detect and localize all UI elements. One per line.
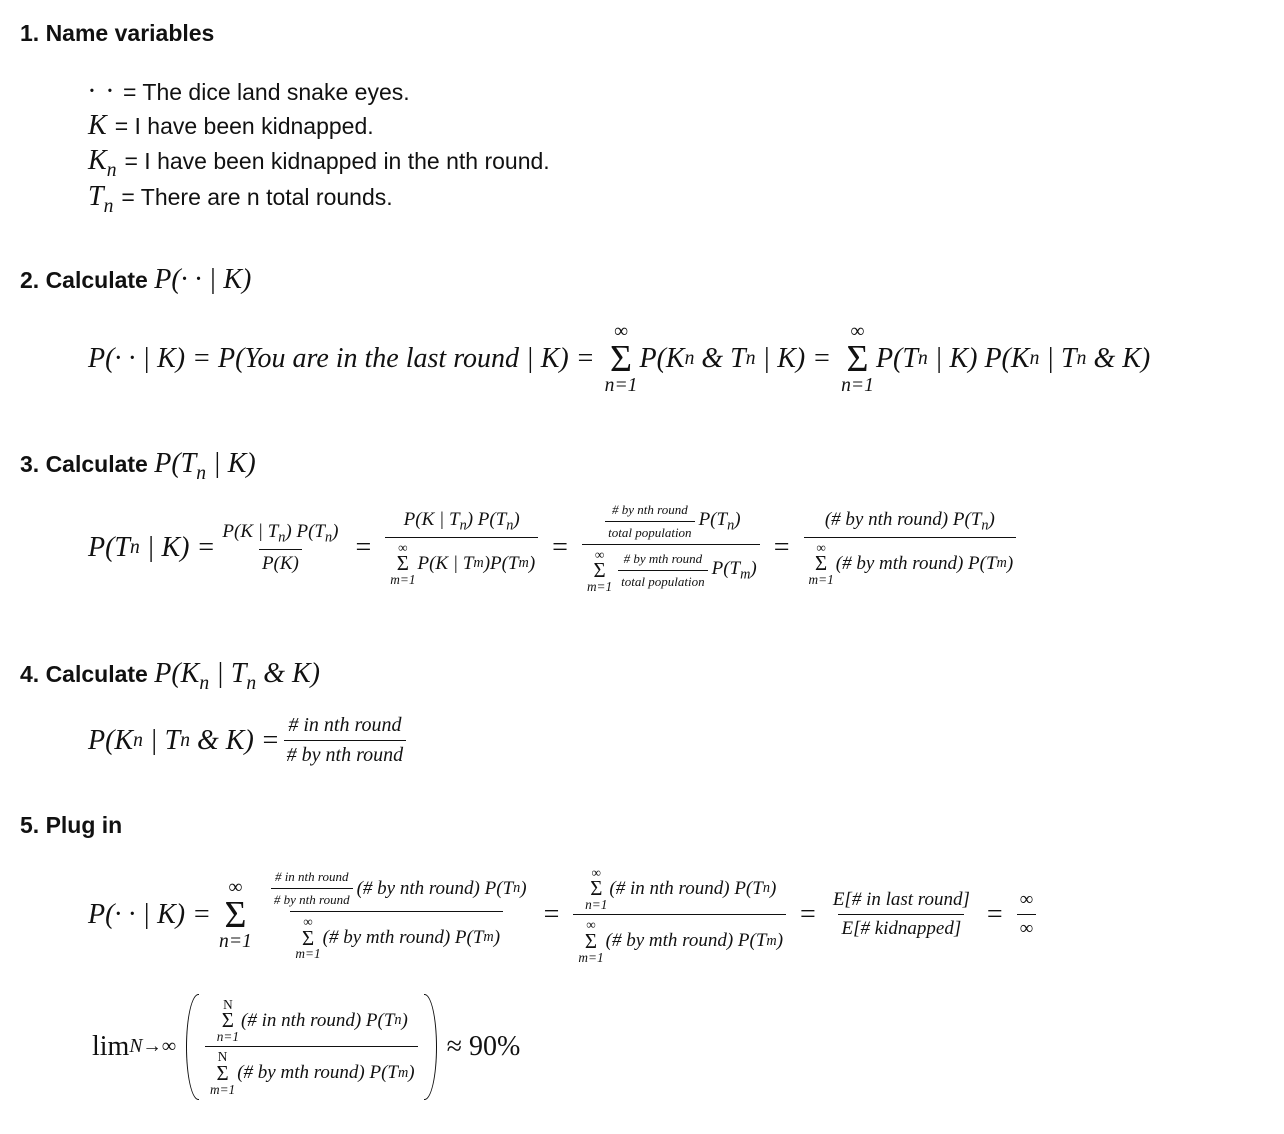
summation: ∞ Σ m=1 bbox=[586, 547, 613, 595]
summation: ∞ Σ m=1 bbox=[808, 540, 834, 588]
variable-snake-eyes bbox=[88, 76, 416, 108]
summation: ∞ Σ n=1 bbox=[604, 321, 638, 396]
section-5-heading: 5. Plug in bbox=[20, 812, 123, 838]
summation: ∞ Σ n=1 bbox=[585, 865, 608, 913]
variable-symbol: K bbox=[88, 110, 107, 141]
fraction: N Σ n=1 (# in nth round) P(T n ) N Σ m=1 (# by mth round) P(T m ) bbox=[205, 998, 418, 1096]
big-parentheses bbox=[186, 994, 437, 1100]
equation-5: P(· · | K) = ∞ Σ n=1 $\frac{\text{\# in nth round}}{\text{\# by nth round}}$ (# by nth round) P(T n ) ∞ Σ m=1 (# by mth round) P(T m ) = ∞ Σ n=1 (# in nth round) P(T n ) ∞ Σ m=1 (# by mth round) P(T m ) = $\frac{\text{E[\# in last round]}}{\text{E[\# kidnapped]}}$ = $\frac{\infty}{\infty}$ bbox=[88, 866, 1040, 964]
summation: ∞ Σ m=1 bbox=[578, 917, 604, 965]
variable-desc: = I have been kidnapped in the nth round. bbox=[124, 148, 550, 174]
section-3-heading: 3. Calculate $P(T_n$ | K) bbox=[20, 448, 256, 484]
variable-k bbox=[88, 110, 380, 142]
dice-symbol: · · bbox=[88, 76, 115, 107]
section-1-heading: 1. Name variables bbox=[20, 20, 215, 46]
variable-kn bbox=[88, 145, 556, 182]
summation: ∞ Σ n=1 bbox=[841, 321, 874, 396]
equation-4: P(K n | T n & K) = $\frac{\text{\# in nth round}}{\text{\# by nth round}}$ bbox=[88, 714, 410, 767]
summation: N Σ n=1 bbox=[216, 997, 240, 1045]
variable-desc: = There are n total rounds. bbox=[121, 184, 393, 210]
summation: N Σ m=1 bbox=[209, 1049, 236, 1097]
fraction: (# by nth round) $P(T_n)$ ∞ Σ m=1 (# by mth round) P(T m ) bbox=[804, 509, 1017, 587]
fraction: $\frac{\text{\# in nth round}}{\text{\# by nth round}}$ bbox=[284, 714, 406, 767]
heading-math: $P(K_n$ | $T_n$ & K) bbox=[154, 658, 320, 694]
equation-2: P(· · | K) = P(You are in the last round | K) = ∞ Σ n=1 P(K n & T n | K) = ∞ Σ n=1 P(T n | K) P(K n | T n & K) bbox=[88, 321, 1151, 396]
fraction: $\frac{\text{\# by nth round}}{\text{total population}}$ $P(T_n)$ ∞ Σ m=1 $\frac{\text{\# by mth round}}{\text{total population}}$ $P(T_m)$ bbox=[582, 502, 760, 593]
variable-desc: = I have been kidnapped. bbox=[114, 113, 374, 139]
fraction: $\frac{\infty}{\infty}$ bbox=[1017, 889, 1037, 940]
fraction: $\frac{\text{E[\# in last round]}}{\text{E[\# kidnapped]}}$ bbox=[832, 889, 970, 940]
heading-math: P(· · | K) bbox=[154, 264, 252, 295]
variable-desc: = The dice land snake eyes. bbox=[123, 79, 410, 105]
variable-symbol: $K_n$ bbox=[88, 145, 117, 181]
summation: ∞ Σ m=1 bbox=[390, 540, 416, 588]
variable-tn bbox=[88, 181, 399, 218]
section-2-heading: 2. Calculate P(· · | K) bbox=[20, 264, 252, 295]
equation-3: P(T n | K) = $\frac{P(K | T_n) P(T_n)}{P(K)}$ = P(K | $T_n$) $P(T_n)$ ∞ Σ m=1 P(K | T m )P(T m ) = $\frac{\text{\# by nth round}}{\text{total population}}$ $P(T_n)$ ∞ Σ m=1 $\frac{\text{\# by mth round}}{\text{total population}}$ $P(T_m)$ = (# by nth round) $P(T_n)$ ∞ Σ m=1 (# by mth round) P(T m ) bbox=[88, 502, 1020, 593]
summation: ∞ Σ m=1 bbox=[295, 914, 321, 962]
approx-result: ≈ 90% bbox=[446, 1030, 521, 1062]
fraction: $\frac{P(K | T_n) P(T_n)}{P(K)}$ bbox=[222, 520, 339, 574]
fraction: P(K | $T_n$) $P(T_n)$ ∞ Σ m=1 P(K | T m )P(T m ) bbox=[385, 509, 538, 587]
summation: ∞ Σ n=1 bbox=[219, 877, 252, 952]
heading-math: $P(T_n$ | K) bbox=[154, 448, 256, 484]
fraction: $\frac{\text{\# in nth round}}{\text{\# by nth round}}$ (# by nth round) P(T n ) ∞ Σ m=1 (# by mth round) P(T m ) bbox=[264, 869, 530, 960]
variable-symbol: $T_n$ bbox=[88, 181, 114, 217]
fraction: ∞ Σ n=1 (# in nth round) P(T n ) ∞ Σ m=1 (# by mth round) P(T m ) bbox=[573, 866, 786, 964]
limit-expression: lim N→∞ N Σ n=1 (# in nth round) P(T n ) N Σ m=1 (# by mth round) P(T m ) ≈ 90% bbox=[92, 994, 520, 1100]
section-4-heading: 4. Calculate $P(K_n$ | $T_n$ & K) bbox=[20, 658, 320, 694]
